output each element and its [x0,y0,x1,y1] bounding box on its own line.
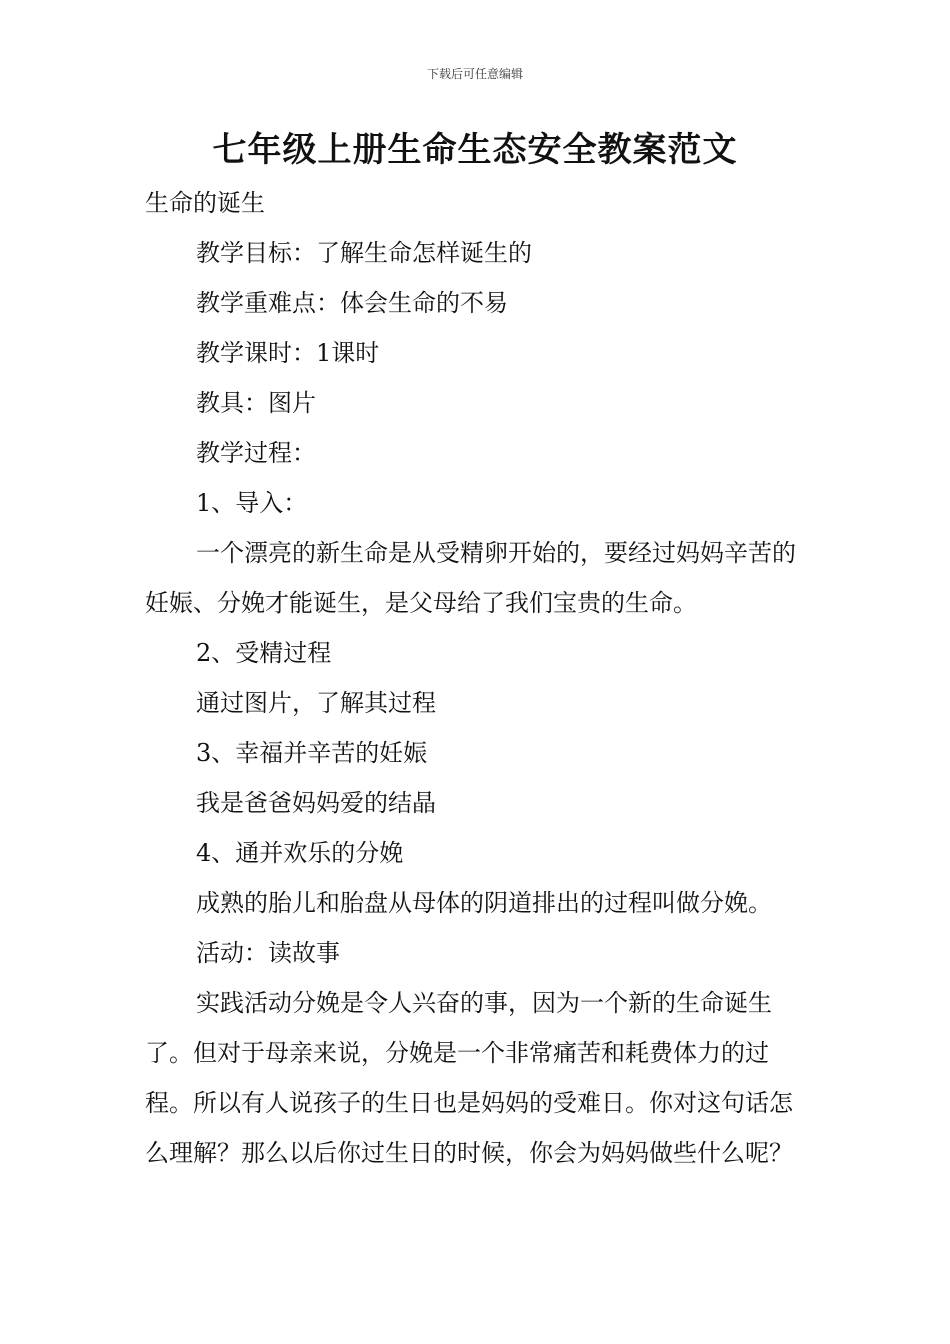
paragraph-process-heading: 教学过程： [196,439,316,467]
paragraph-teaching-aids: 教具：图片 [196,389,316,417]
page-header-note: 下载后可任意编辑 [426,67,523,81]
paragraph-class-hours: 教学课时：1课时 [196,339,380,367]
paragraph-activity-heading: 活动：读故事 [196,939,340,967]
paragraph-step-3-text: 我是爸爸妈妈爱的结晶 [196,789,436,817]
paragraph-intro-text: 一个漂亮的新生命是从受精卵开始的，要经过妈妈辛苦的妊娠、分娩才能诞生，是父母给了我们宝贵的生命。 [145,539,796,617]
section-heading: 生命的诞生 [145,189,265,217]
paragraph-step-1: 1、导入： [196,489,308,517]
paragraph-step-4: 4、通并欢乐的分娩 [196,839,404,867]
paragraph-step-4-text: 成熟的胎儿和胎盘从母体的阴道排出的过程叫做分娩。 [196,889,772,917]
document-title: 七年级上册生命生态安全教案范文 [212,130,738,170]
paragraph-objective: 教学目标：了解生命怎样诞生的 [196,239,532,267]
paragraph-activity-text: 实践活动分娩是令人兴奋的事，因为一个新的生命诞生了。但对于母亲来说，分娩是一个非常痛苦和耗费体力的过程。所以有人说孩子的生日也是妈妈的受难日。你对这句话怎么理解？那么以后你过生日的时候，你会为妈妈做些什么呢？ [145,989,793,1167]
paragraph-step-3: 3、幸福并辛苦的妊娠 [196,739,428,767]
paragraph-step-2-text: 通过图片，了解其过程 [196,689,436,717]
paragraph-key-points: 教学重难点：体会生命的不易 [196,289,508,317]
document-body [145,178,810,1178]
paragraph-step-2: 2、受精过程 [196,639,332,667]
